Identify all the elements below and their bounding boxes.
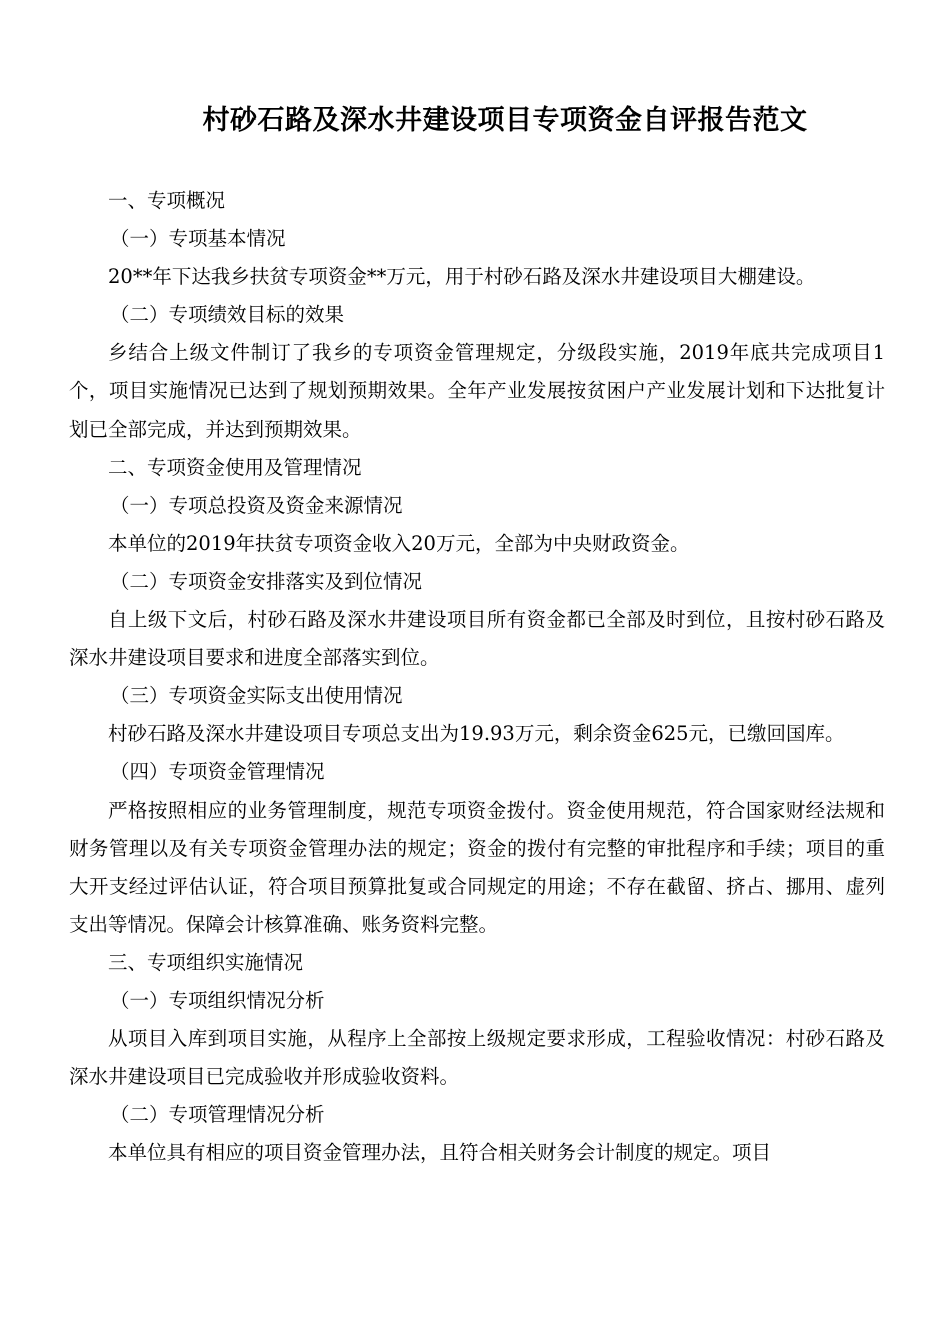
section-heading: 一、专项概况	[108, 189, 226, 212]
subsection-heading: （二）专项资金安排落实及到位情况	[109, 569, 422, 593]
subsection-heading: （三）专项资金实际支出使用情况	[109, 684, 403, 708]
subsection-heading: （一）专项基本情况	[109, 227, 286, 251]
subsection-heading: （一）专项总投资及资金来源情况	[109, 493, 403, 517]
subsection-heading: （四）专项资金管理情况	[109, 760, 325, 784]
subsection-heading: （一）专项组织情况分析	[109, 988, 325, 1012]
section-heading: 三、专项组织实施情况	[108, 950, 304, 974]
document-title: 村砂石路及深水井建设项目专项资金自评报告范文	[202, 105, 808, 136]
document-body	[69, 182, 885, 1172]
body-paragraph: 本单位具有相应的项目资金管理办法，且符合相关财务会计制度的规定。项目	[108, 1141, 772, 1165]
body-paragraph: 本单位的2019年扶贫专项资金收入20万元，全部为中央财政资金。	[108, 531, 690, 555]
subsection-heading: （二）专项绩效目标的效果	[109, 303, 344, 327]
body-paragraph: 自上级下文后，村砂石路及深水井建设项目所有资金都已全部及时到位，且按村砂石路及深水井建设项目要求和进度全部落实到位。	[69, 608, 885, 670]
body-paragraph: 乡结合上级文件制订了我乡的专项资金管理规定，分级段实施，2019年底共完成项目1个，项目实施情况已达到了规划预期效果。全年产业发展按贫困户产业发展计划和下达批复计划已全部完成，并达到预期效果。	[69, 341, 885, 441]
body-paragraph: 严格按照相应的业务管理制度，规范专项资金拨付。资金使用规范，符合国家财经法规和财务管理以及有关专项资金管理办法的规定；资金的拨付有完整的审批程序和手续；项目的重大开支经过评估认证，符合项目预算批复或合同规定的用途；不存在截留、挤占、挪用、虚列支出等情况。保障会计核算准确、账务资料完整。	[69, 798, 885, 936]
body-paragraph: 20**年下达我乡扶贫专项资金**万元，用于村砂石路及深水井建设项目大棚建设。	[108, 265, 816, 289]
body-paragraph: 从项目入库到项目实施，从程序上全部按上级规定要求形成，工程验收情况：村砂石路及深水井建设项目已完成验收并形成验收资料。	[69, 1027, 885, 1089]
section-heading: 二、专项资金使用及管理情况	[108, 455, 362, 479]
body-paragraph: 村砂石路及深水井建设项目专项总支出为19.93万元，剩余资金625元，已缴回国库。	[108, 722, 845, 746]
subsection-heading: （二）专项管理情况分析	[109, 1103, 325, 1127]
